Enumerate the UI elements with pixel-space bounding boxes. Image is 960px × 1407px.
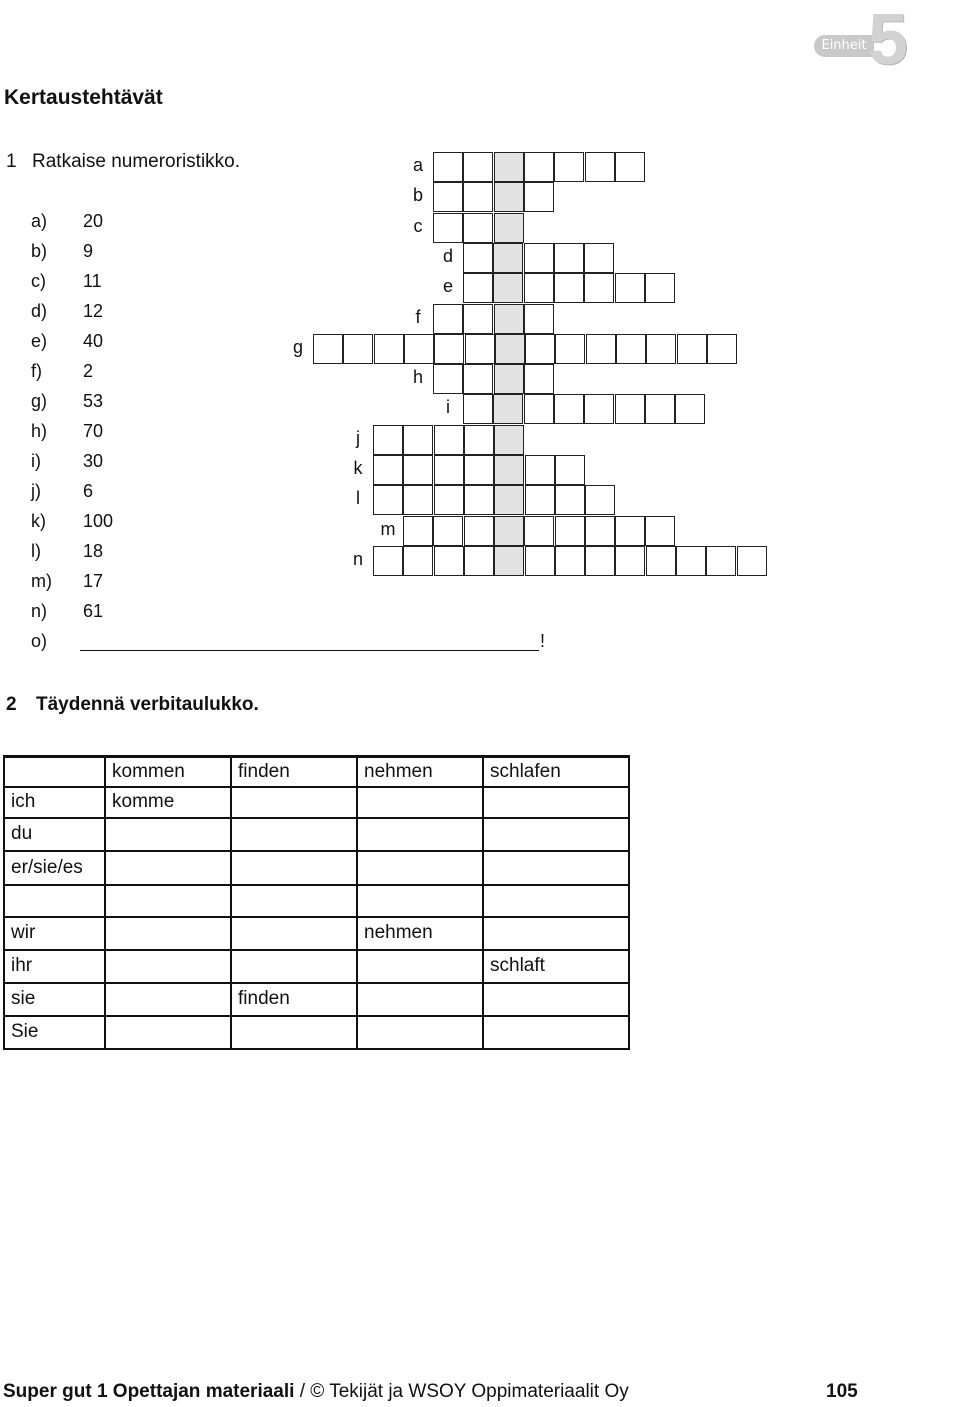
footer-copyright: / © Tekijät ja WSOY Oppimateriaalit Oy <box>294 1381 629 1402</box>
verb-table-input-cell[interactable]: finden <box>231 983 357 1016</box>
crossword-row-letter: i <box>446 397 450 417</box>
clue-value: 12 <box>83 301 104 321</box>
verb-table-input-cell[interactable] <box>231 885 357 917</box>
crossword-cell[interactable] <box>615 546 645 576</box>
crossword-cell[interactable] <box>584 273 614 303</box>
crossword-cell[interactable] <box>524 364 554 394</box>
crossword-cell[interactable] <box>463 273 493 303</box>
clue-label: a) <box>31 211 48 231</box>
crossword-cell[interactable] <box>434 485 464 515</box>
page-title: Kertaustehtävät <box>4 86 163 109</box>
crossword-row-letter: f <box>415 307 421 327</box>
crossword-cell[interactable] <box>464 485 494 515</box>
crossword-cell[interactable] <box>464 546 494 576</box>
clue-value: 30 <box>83 451 104 471</box>
verb-table-input-cell[interactable] <box>105 885 231 917</box>
clue-label: o) <box>31 631 48 651</box>
clue-value: 53 <box>83 391 104 411</box>
verb-table-input-cell[interactable] <box>105 818 231 851</box>
crossword-cell[interactable] <box>525 455 555 485</box>
crossword-cell[interactable] <box>584 394 614 424</box>
crossword-cell[interactable] <box>494 516 524 546</box>
crossword-cell[interactable] <box>495 334 525 364</box>
crossword-cell[interactable] <box>585 152 615 182</box>
verb-table-input-cell[interactable] <box>231 787 357 818</box>
verb-table-input-cell[interactable]: schlaft <box>483 950 629 983</box>
crossword-row-letter: a <box>412 155 423 175</box>
verb-table-input-cell[interactable] <box>357 885 483 917</box>
answer-line[interactable] <box>80 650 539 651</box>
clue-label: g) <box>31 391 48 411</box>
verb-table-row <box>4 917 629 950</box>
crossword-row-letter: b <box>412 185 423 205</box>
crossword-cell[interactable] <box>554 273 584 303</box>
crossword-cell[interactable] <box>616 334 646 364</box>
crossword-cell[interactable] <box>555 334 585 364</box>
crossword-cell[interactable] <box>494 425 524 455</box>
verb-table-input-cell[interactable] <box>231 851 357 885</box>
clue-label: c) <box>31 271 46 291</box>
crossword-cell[interactable] <box>464 516 494 546</box>
verb-table-row <box>4 787 629 818</box>
crossword-cell[interactable] <box>585 516 615 546</box>
crossword-cell[interactable] <box>463 304 493 334</box>
crossword-cell[interactable] <box>463 364 493 394</box>
crossword-cell[interactable] <box>463 152 493 182</box>
crossword-cell[interactable] <box>494 485 524 515</box>
task1-instruction: Ratkaise numeroristikko. <box>32 151 241 172</box>
crossword-cell[interactable] <box>554 152 584 182</box>
unit-badge-label: Einheit <box>814 35 874 57</box>
crossword-cell[interactable] <box>554 243 584 273</box>
clue-value: 70 <box>83 421 104 441</box>
answer-suffix: ! <box>540 631 546 651</box>
crossword-cell[interactable] <box>404 334 434 364</box>
crossword-cell[interactable] <box>403 546 433 576</box>
crossword-cell[interactable] <box>493 394 523 424</box>
crossword-cell[interactable] <box>463 243 493 273</box>
verb-table-input-cell[interactable] <box>105 851 231 885</box>
clue-label: l) <box>31 541 41 561</box>
verb-table-row <box>4 851 629 885</box>
clue-label: h) <box>31 421 48 441</box>
crossword-cell[interactable] <box>494 182 524 212</box>
verb-table-input-cell[interactable]: nehmen <box>357 917 483 950</box>
crossword-cell[interactable] <box>493 243 523 273</box>
verb-table-input-cell[interactable] <box>231 917 357 950</box>
verb-table <box>3 755 630 1050</box>
crossword-cell[interactable] <box>373 485 403 515</box>
crossword-cell[interactable] <box>494 364 524 394</box>
verb-table-pronoun-cell: sie <box>4 983 105 1016</box>
crossword-cell[interactable] <box>433 152 463 182</box>
verb-table-input-cell[interactable] <box>483 885 629 917</box>
crossword-row-letter: j <box>356 428 360 448</box>
crossword-row-letter: e <box>442 276 453 296</box>
clue-value: 40 <box>83 331 104 351</box>
crossword-cell[interactable] <box>645 516 675 546</box>
crossword-cell[interactable] <box>464 455 494 485</box>
crossword-cell[interactable] <box>615 516 645 546</box>
crossword-row-letter: n <box>352 549 363 569</box>
verb-table-pronoun-cell: Sie <box>4 1016 105 1049</box>
verb-table-input-cell[interactable] <box>483 917 629 950</box>
crossword-cell[interactable] <box>343 334 373 364</box>
verb-table-input-cell[interactable] <box>105 1016 231 1049</box>
crossword-row-letter: g <box>292 337 303 357</box>
verb-table-pronoun-cell: ich <box>4 787 105 818</box>
verb-table-input-cell[interactable] <box>105 917 231 950</box>
crossword-cell[interactable] <box>554 394 584 424</box>
crossword-cell[interactable] <box>525 485 555 515</box>
crossword-cell[interactable] <box>524 273 554 303</box>
verb-table-row <box>4 1016 629 1049</box>
crossword-cell[interactable] <box>555 546 585 576</box>
crossword-cell[interactable] <box>524 394 554 424</box>
clue-value: 6 <box>83 481 94 501</box>
clue-label: j) <box>31 481 41 501</box>
verb-table-pronoun-cell: ihr <box>4 950 105 983</box>
clue-label: m) <box>31 571 52 591</box>
crossword-cell[interactable] <box>464 425 494 455</box>
verb-table-row <box>4 885 629 917</box>
verb-table-pronoun-cell: du <box>4 818 105 851</box>
clue-label: f) <box>31 361 42 381</box>
verb-table-input-cell[interactable] <box>231 818 357 851</box>
crossword-cell[interactable] <box>373 455 403 485</box>
verb-table-input-cell[interactable] <box>357 787 483 818</box>
task2-number: 2 <box>6 694 17 715</box>
clue-label: d) <box>31 301 48 321</box>
crossword-cell[interactable] <box>615 273 645 303</box>
clue-value: 18 <box>83 541 104 561</box>
crossword-cell[interactable] <box>433 364 463 394</box>
verb-table-input-cell[interactable]: komme <box>105 787 231 818</box>
crossword-cell[interactable] <box>677 334 707 364</box>
crossword-cell[interactable] <box>675 394 705 424</box>
crossword-cell[interactable] <box>737 546 767 576</box>
crossword-cell[interactable] <box>524 304 554 334</box>
crossword-cell[interactable] <box>465 334 495 364</box>
crossword-cell[interactable] <box>646 546 676 576</box>
crossword-cell[interactable] <box>585 485 615 515</box>
crossword-cell[interactable] <box>463 182 493 212</box>
crossword-cell[interactable] <box>586 334 616 364</box>
crossword-cell[interactable] <box>524 516 554 546</box>
crossword-row-letter: h <box>412 367 423 387</box>
task2-heading <box>6 694 259 716</box>
crossword-cell[interactable] <box>433 304 463 334</box>
crossword-cell[interactable] <box>584 243 614 273</box>
verb-table-input-cell[interactable] <box>483 983 629 1016</box>
verb-table-row <box>4 818 629 851</box>
crossword-cell[interactable] <box>706 546 736 576</box>
crossword-cell[interactable] <box>615 152 645 182</box>
verb-table-input-cell[interactable] <box>105 983 231 1016</box>
clue-label: k) <box>31 511 46 531</box>
verb-table-input-cell[interactable] <box>105 950 231 983</box>
clue-value: 11 <box>83 271 102 291</box>
page-number: 105 <box>826 1381 858 1402</box>
crossword-row-letter: d <box>442 246 453 266</box>
clue-value: 2 <box>83 361 94 381</box>
crossword-cell[interactable] <box>494 304 524 334</box>
crossword-cell[interactable] <box>373 546 403 576</box>
verb-table-row <box>4 950 629 983</box>
verb-table-header-cell <box>4 757 105 787</box>
crossword-cell[interactable] <box>434 455 464 485</box>
footer-book-title: Super gut 1 Opettajan materiaali <box>3 1381 295 1402</box>
verb-table-header-cell: schlafen <box>483 757 629 787</box>
verb-table-input-cell[interactable] <box>483 851 629 885</box>
task1-number: 1 <box>6 151 17 172</box>
clue-value: 17 <box>83 571 104 591</box>
unit-badge-number: 5 <box>868 0 909 80</box>
crossword-cell[interactable] <box>463 394 493 424</box>
crossword-cell[interactable] <box>403 485 433 515</box>
crossword-cell[interactable] <box>646 334 676 364</box>
verb-table-input-cell[interactable] <box>483 1016 629 1049</box>
clue-value: 20 <box>83 211 104 231</box>
verb-table-pronoun-cell <box>4 885 105 917</box>
footer-credit <box>3 1381 629 1403</box>
crossword-row-letter: c <box>413 216 423 236</box>
verb-table-header-cell: kommen <box>105 757 231 787</box>
crossword-cell[interactable] <box>463 213 493 243</box>
crossword-cell[interactable] <box>676 546 706 576</box>
crossword-cell[interactable] <box>433 182 463 212</box>
crossword-cell[interactable] <box>373 425 403 455</box>
crossword-cell[interactable] <box>403 516 433 546</box>
crossword-cell[interactable] <box>433 516 463 546</box>
crossword-cell[interactable] <box>494 152 524 182</box>
clue-value: 61 <box>83 601 104 621</box>
clue-label: b) <box>31 241 48 261</box>
task1-heading <box>6 151 240 173</box>
crossword-cell[interactable] <box>645 394 675 424</box>
crossword-row-letter: m <box>380 519 396 539</box>
crossword-cell[interactable] <box>525 546 555 576</box>
crossword-cell[interactable] <box>434 425 464 455</box>
verb-table-header-cell: finden <box>231 757 357 787</box>
crossword-cell[interactable] <box>707 334 737 364</box>
verb-table-input-cell[interactable] <box>357 818 483 851</box>
crossword-cell[interactable] <box>555 516 585 546</box>
crossword-cell[interactable] <box>555 485 585 515</box>
verb-table-input-cell[interactable] <box>357 983 483 1016</box>
verb-table-input-cell[interactable] <box>357 851 483 885</box>
crossword-cell[interactable] <box>585 546 615 576</box>
crossword-cell[interactable] <box>524 182 554 212</box>
verb-table-input-cell[interactable] <box>483 818 629 851</box>
crossword-cell[interactable] <box>434 334 464 364</box>
task2-instruction: Täydennä verbitaulukko. <box>36 694 259 715</box>
crossword-cell[interactable] <box>645 273 675 303</box>
verb-table-input-cell[interactable] <box>231 1016 357 1049</box>
verb-table-pronoun-cell: wir <box>4 917 105 950</box>
verb-table-input-cell[interactable] <box>231 950 357 983</box>
crossword-row-letter: k <box>353 458 363 478</box>
clue-label: e) <box>31 331 48 351</box>
verb-table-input-cell[interactable] <box>357 950 483 983</box>
verb-table-pronoun-cell: er/sie/es <box>4 851 105 885</box>
crossword-cell[interactable] <box>525 334 555 364</box>
crossword-cell[interactable] <box>524 243 554 273</box>
crossword-cell[interactable] <box>555 455 585 485</box>
crossword-row-letter: l <box>356 488 360 508</box>
crossword-cell[interactable] <box>494 213 524 243</box>
clue-value: 100 <box>83 511 114 531</box>
clue-label: n) <box>31 601 48 621</box>
crossword-cell[interactable] <box>403 455 433 485</box>
crossword-cell[interactable] <box>615 394 645 424</box>
verb-table-row <box>4 983 629 1016</box>
clue-value: 9 <box>83 241 94 261</box>
verb-table-header-cell: nehmen <box>357 757 483 787</box>
crossword-cell[interactable] <box>313 334 343 364</box>
verb-table-input-cell[interactable] <box>483 787 629 818</box>
crossword-cell[interactable] <box>434 546 464 576</box>
crossword-cell[interactable] <box>403 425 433 455</box>
crossword-cell[interactable] <box>374 334 404 364</box>
crossword-cell[interactable] <box>494 455 524 485</box>
crossword-cell[interactable] <box>433 213 463 243</box>
clue-label: i) <box>31 451 41 471</box>
crossword-cell[interactable] <box>524 152 554 182</box>
verb-table-input-cell[interactable] <box>357 1016 483 1049</box>
crossword-cell[interactable] <box>494 546 524 576</box>
crossword-cell[interactable] <box>493 273 523 303</box>
